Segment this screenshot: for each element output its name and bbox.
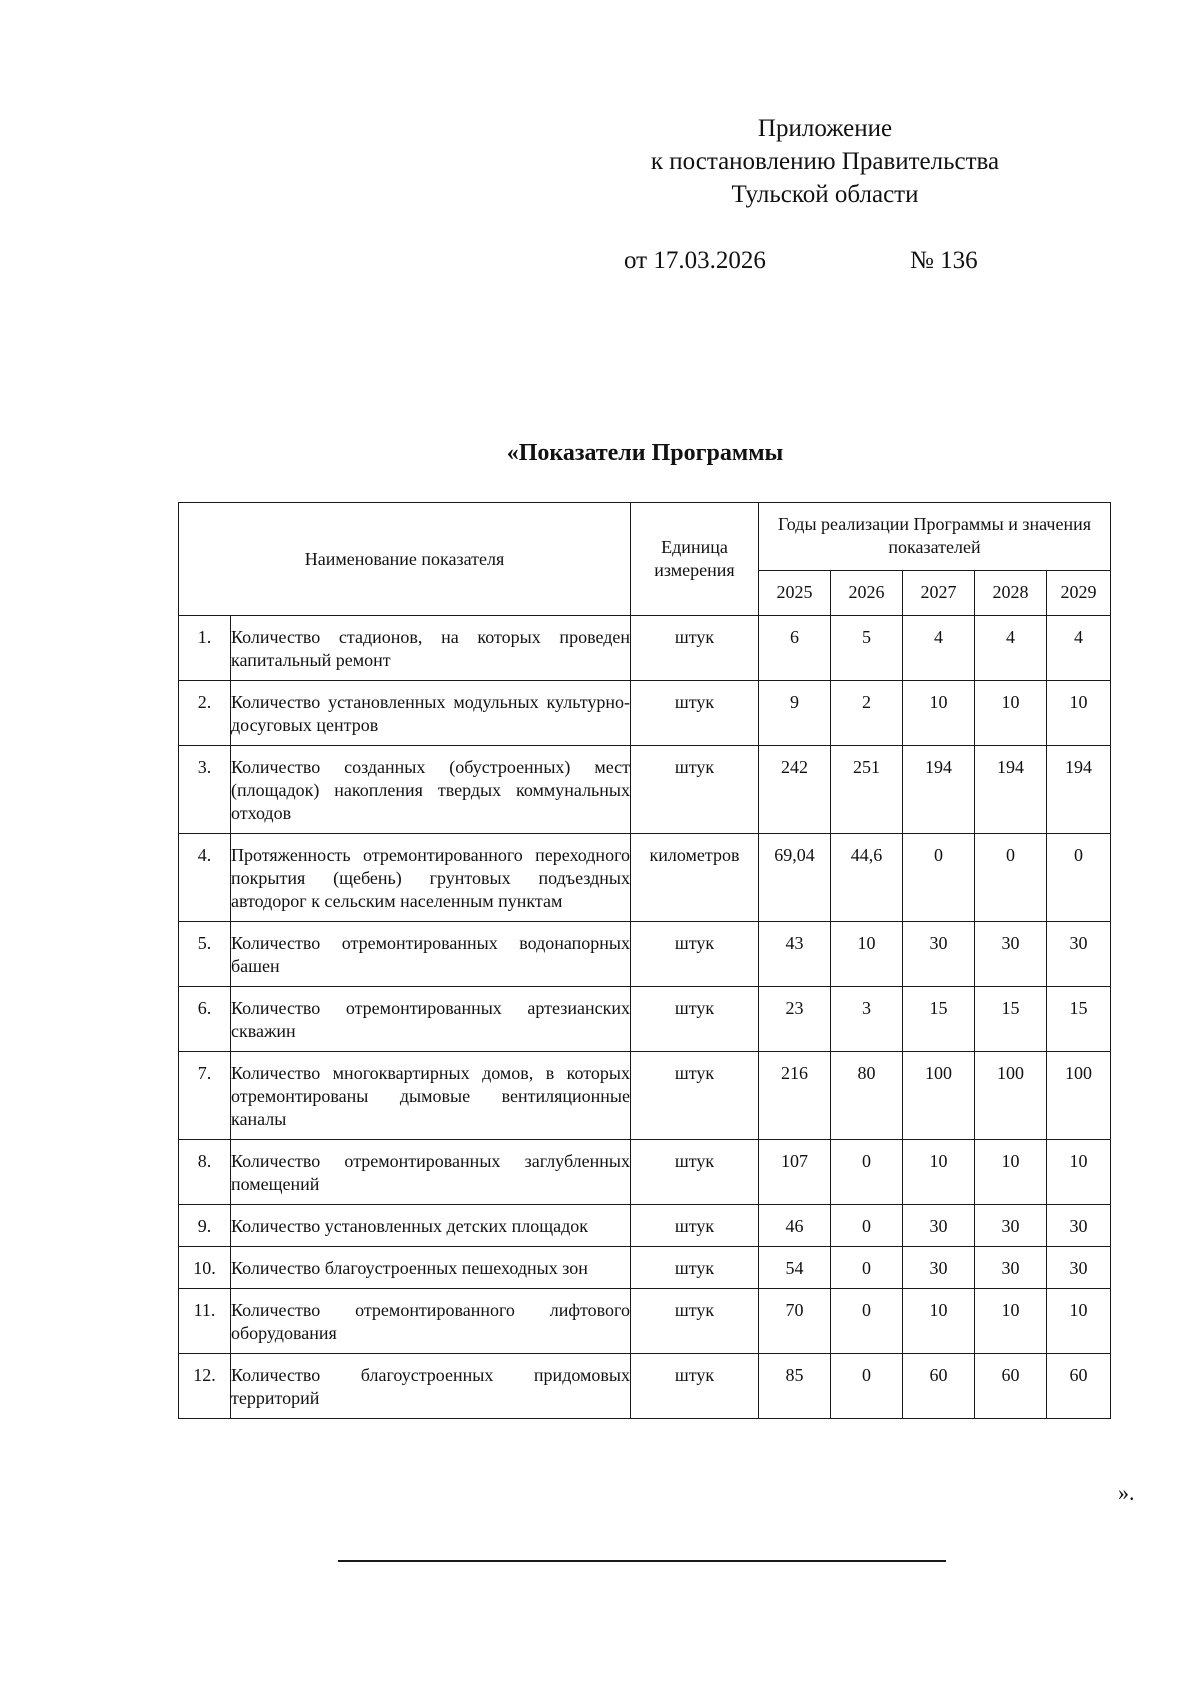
indicator-unit: штук <box>631 681 759 746</box>
indicator-unit: штук <box>631 1247 759 1289</box>
indicator-value: 44,6 <box>831 834 903 922</box>
indicator-value: 10 <box>975 681 1047 746</box>
indicator-value: 194 <box>1047 746 1111 834</box>
indicator-value: 194 <box>975 746 1047 834</box>
appendix-decree-ref: к постановлению Правительства <box>650 148 1000 175</box>
table-row <box>179 616 1111 681</box>
indicator-name: Количество стадионов, на которых проведен капитальный ремонт <box>231 616 631 681</box>
indicator-value: 80 <box>831 1052 903 1140</box>
indicator-unit: штук <box>631 746 759 834</box>
indicator-value: 0 <box>831 1205 903 1247</box>
indicator-name: Количество отремонтированного лифтового оборудования <box>231 1289 631 1354</box>
table-row <box>179 1354 1111 1419</box>
indicator-name: Количество многоквартирных домов, в которых отремонтированы дымовые вентиляционные каналы <box>231 1052 631 1140</box>
row-number: 9. <box>179 1205 231 1247</box>
indicator-value: 100 <box>975 1052 1047 1140</box>
indicator-value: 30 <box>1047 922 1111 987</box>
row-number: 6. <box>179 987 231 1052</box>
indicator-value: 23 <box>759 987 831 1052</box>
indicator-value: 6 <box>759 616 831 681</box>
indicator-value: 242 <box>759 746 831 834</box>
indicator-value: 30 <box>1047 1247 1111 1289</box>
column-header-years-group: Годы реализации Программы и значения показателей <box>759 503 1111 571</box>
indicator-value: 4 <box>1047 616 1111 681</box>
indicators-table <box>178 502 1111 1419</box>
row-number: 5. <box>179 922 231 987</box>
indicator-value: 9 <box>759 681 831 746</box>
column-header-year: 2027 <box>903 570 975 615</box>
row-number: 8. <box>179 1140 231 1205</box>
decree-number: № 136 <box>910 247 978 274</box>
indicator-unit: штук <box>631 616 759 681</box>
indicator-value: 0 <box>831 1289 903 1354</box>
table-row <box>179 1140 1111 1205</box>
indicator-value: 60 <box>1047 1354 1111 1419</box>
table-row <box>179 746 1111 834</box>
column-header-year: 2025 <box>759 570 831 615</box>
indicator-value: 15 <box>903 987 975 1052</box>
indicator-value: 70 <box>759 1289 831 1354</box>
indicator-name: Количество созданных (обустроенных) мест (площадок) накопления твердых коммунальных отходов <box>231 746 631 834</box>
table-row <box>179 987 1111 1052</box>
column-header-year: 2028 <box>975 570 1047 615</box>
table-row <box>179 834 1111 922</box>
indicator-value: 0 <box>903 834 975 922</box>
indicator-value: 100 <box>1047 1052 1111 1140</box>
indicator-value: 30 <box>903 1247 975 1289</box>
indicator-value: 46 <box>759 1205 831 1247</box>
indicator-value: 30 <box>975 922 1047 987</box>
indicator-name: Количество отремонтированных артезианских скважин <box>231 987 631 1052</box>
table-row <box>179 1247 1111 1289</box>
indicator-name: Протяженность отремонтированного переходного покрытия (щебень) грунтовых подъездных автодорог к сельским населенным пунктам <box>231 834 631 922</box>
row-number: 7. <box>179 1052 231 1140</box>
indicator-value: 15 <box>1047 987 1111 1052</box>
indicator-unit: штук <box>631 1205 759 1247</box>
indicator-value: 30 <box>903 1205 975 1247</box>
indicator-unit: штук <box>631 1140 759 1205</box>
row-number: 3. <box>179 746 231 834</box>
closing-quote: ». <box>1118 1480 1135 1505</box>
indicator-value: 0 <box>831 1140 903 1205</box>
appendix-label: Приложение <box>757 115 893 142</box>
indicator-value: 10 <box>1047 1289 1111 1354</box>
indicator-value: 15 <box>975 987 1047 1052</box>
column-header-year: 2026 <box>831 570 903 615</box>
page-title: «Показатели Программы <box>506 440 784 466</box>
indicator-value: 30 <box>975 1247 1047 1289</box>
indicator-unit: километров <box>631 834 759 922</box>
row-number: 4. <box>179 834 231 922</box>
table-body <box>179 616 1111 1419</box>
indicator-value: 60 <box>903 1354 975 1419</box>
indicator-value: 30 <box>1047 1205 1111 1247</box>
table-row <box>179 1205 1111 1247</box>
indicator-value: 69,04 <box>759 834 831 922</box>
indicator-value: 43 <box>759 922 831 987</box>
indicator-value: 30 <box>903 922 975 987</box>
column-header-name: Наименование показателя <box>179 503 631 616</box>
table-row <box>179 1052 1111 1140</box>
indicator-value: 30 <box>975 1205 1047 1247</box>
indicator-value: 10 <box>975 1140 1047 1205</box>
indicator-value: 10 <box>903 1289 975 1354</box>
indicator-unit: штук <box>631 1289 759 1354</box>
indicator-value: 0 <box>975 834 1047 922</box>
indicator-value: 85 <box>759 1354 831 1419</box>
indicator-value: 60 <box>975 1354 1047 1419</box>
indicator-name: Количество отремонтированных водонапорных башен <box>231 922 631 987</box>
indicator-value: 0 <box>1047 834 1111 922</box>
indicator-unit: штук <box>631 1052 759 1140</box>
indicator-value: 3 <box>831 987 903 1052</box>
indicator-value: 4 <box>903 616 975 681</box>
indicator-value: 10 <box>1047 1140 1111 1205</box>
indicator-value: 10 <box>903 681 975 746</box>
indicator-name: Количество благоустроенных пешеходных зон <box>231 1247 631 1289</box>
indicator-value: 54 <box>759 1247 831 1289</box>
indicator-value: 107 <box>759 1140 831 1205</box>
row-number: 2. <box>179 681 231 746</box>
indicator-unit: штук <box>631 922 759 987</box>
indicator-value: 10 <box>975 1289 1047 1354</box>
indicator-value: 100 <box>903 1052 975 1140</box>
indicator-value: 0 <box>831 1354 903 1419</box>
bottom-divider <box>338 1560 946 1562</box>
indicator-value: 216 <box>759 1052 831 1140</box>
indicator-value: 2 <box>831 681 903 746</box>
indicator-value: 5 <box>831 616 903 681</box>
table-row <box>179 1289 1111 1354</box>
column-header-year: 2029 <box>1047 570 1111 615</box>
appendix-header <box>590 112 1060 211</box>
indicator-value: 194 <box>903 746 975 834</box>
indicator-unit: штук <box>631 1354 759 1419</box>
table-row <box>179 681 1111 746</box>
row-number: 1. <box>179 616 231 681</box>
row-number: 10. <box>179 1247 231 1289</box>
indicator-unit: штук <box>631 987 759 1052</box>
indicator-name: Количество установленных модульных культурно-досуговых центров <box>231 681 631 746</box>
indicator-value: 0 <box>831 1247 903 1289</box>
indicator-value: 251 <box>831 746 903 834</box>
table-row <box>179 922 1111 987</box>
row-number: 11. <box>179 1289 231 1354</box>
column-header-unit: Единица измерения <box>631 503 759 616</box>
indicator-value: 4 <box>975 616 1047 681</box>
row-number: 12. <box>179 1354 231 1419</box>
indicator-name: Количество отремонтированных заглубленных помещений <box>231 1140 631 1205</box>
indicator-name: Количество установленных детских площадок <box>231 1205 631 1247</box>
indicator-name: Количество благоустроенных придомовых территорий <box>231 1354 631 1419</box>
indicator-value: 10 <box>1047 681 1111 746</box>
appendix-region: Тульской области <box>731 181 919 208</box>
decree-date: от 17.03.2026 <box>624 247 766 274</box>
indicator-value: 10 <box>831 922 903 987</box>
indicator-value: 10 <box>903 1140 975 1205</box>
